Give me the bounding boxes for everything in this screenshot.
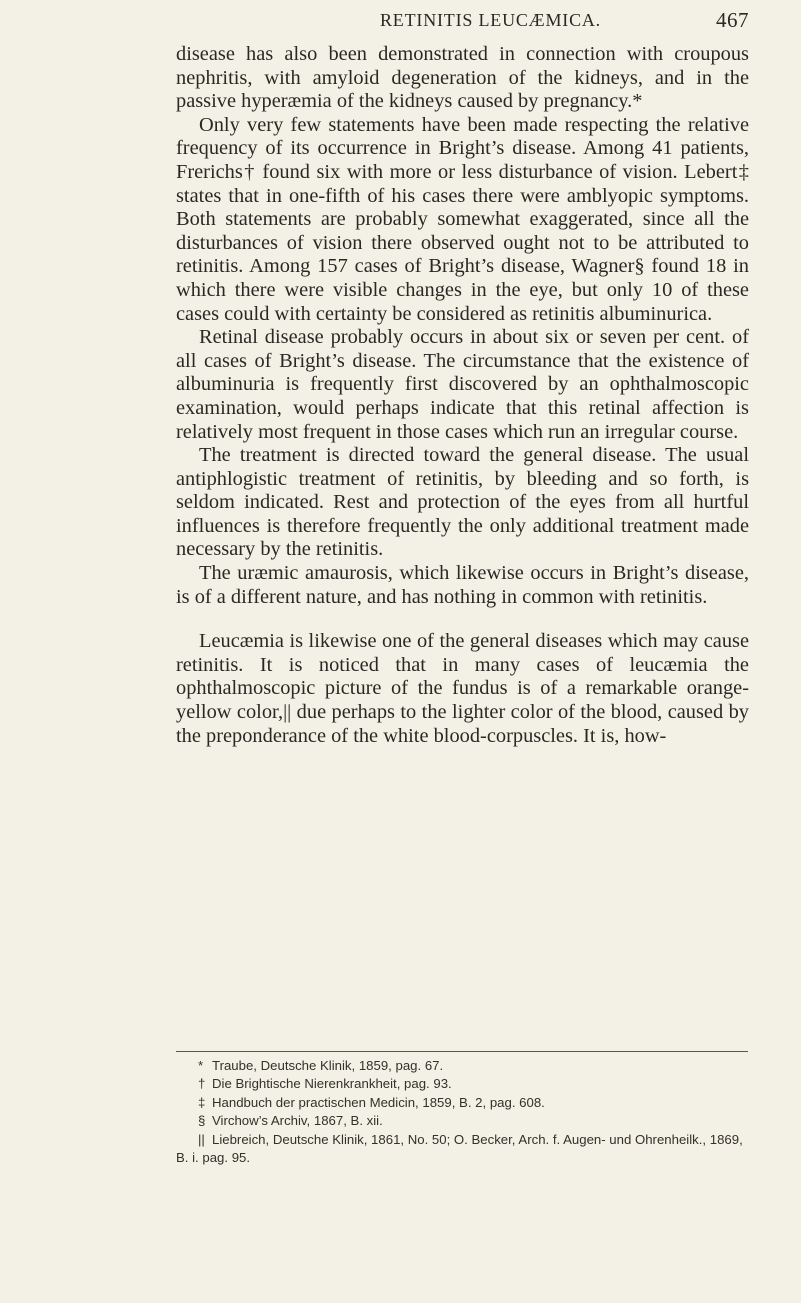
footnote-mark: † bbox=[198, 1076, 206, 1092]
footnote-mark: § bbox=[198, 1113, 206, 1129]
paragraph-uraemic-amaurosis: The uræmic amaurosis, which likewise occurs in Bright’s disease, is of a different nature, and has nothing in common with retinitis. bbox=[176, 562, 749, 608]
paragraph-treatment: The treatment is directed toward the general disease. The usual antiphlogistic treatment of retinitis, by bleeding and so forth, is seldom indicated. Rest and protection of the eyes from all hurtful influences is therefore frequently the only additional treatment made necessary by the retinitis. bbox=[176, 444, 749, 561]
footnote-mark: ‡ bbox=[198, 1094, 206, 1110]
page-number: 467 bbox=[716, 8, 749, 32]
footnote bbox=[176, 1094, 749, 1112]
body-text bbox=[176, 43, 749, 748]
running-head-title: RETINITIS LEUCÆMICA. bbox=[380, 10, 601, 30]
footnote bbox=[176, 1112, 749, 1130]
footnotes bbox=[176, 1057, 749, 1167]
footnote-text: Liebreich, Deutsche Klinik, 1861, No. 50; O. Becker, Arch. f. Augen- und Ohrenheilk., 1869, B. i. pag. 95. bbox=[176, 1131, 743, 1166]
footnote bbox=[176, 1131, 749, 1168]
footnote-rule bbox=[176, 1051, 748, 1052]
paragraph-retinal-disease: Retinal disease probably occurs in about six or seven per cent. of all cases of Bright’s disease. The circumstance that the existence of albuminuria is frequently first discovered by an ophthalmoscopic examination, would perhaps indicate that this retinal affection is relatively most frequent in those cases which run an irregular course. bbox=[176, 326, 749, 443]
footnote bbox=[176, 1057, 749, 1075]
paragraph-frequency: Only very few statements have been made respecting the relative frequency of its occurrence in Bright’s disease. Among 41 patients, Frerichs† found six with more or less disturbance of vision. Lebert‡ states that in one-fifth of his cases there were amblyopic symptoms. Both statements are probably somewhat exaggerated, since all the disturbances of vision there observed ought not to be attributed to retinitis. Among 157 cases of Bright’s disease, Wagner§ found 18 in which there were visible changes in the eye, but only 10 of these cases could with certainty be considered as retinitis albuminurica. bbox=[176, 113, 749, 325]
footnote-text: Virchow’s Archiv, 1867, B. xii. bbox=[212, 1113, 383, 1129]
footnote-mark: || bbox=[198, 1131, 205, 1147]
footnote-mark: * bbox=[198, 1058, 204, 1073]
footnote-text: Die Brightische Nierenkrankheit, pag. 93. bbox=[212, 1076, 452, 1092]
running-head bbox=[0, 8, 801, 32]
paragraph-leucaemia: Leucæmia is likewise one of the general diseases which may cause retinitis. It is noticed that in many cases of leucæmia the ophthalmoscopic picture of the fundus is of a remarkable orange-yellow color,|| due perhaps to the lighter color of the blood, caused by the preponderance of the white blood-corpuscles. It is, how- bbox=[176, 630, 749, 747]
footnote bbox=[176, 1075, 749, 1093]
footnote-text: Handbuch der practischen Medicin, 1859, B. 2, pag. 608. bbox=[212, 1094, 545, 1110]
paragraph-continuation: disease has also been demonstrated in connection with croupous nephritis, with amyloid degeneration of the kidneys, and in the passive hyperæmia of the kidneys caused by pregnancy.* bbox=[176, 43, 749, 113]
footnote-text: Traube, Deutsche Klinik, 1859, pag. 67. bbox=[212, 1058, 444, 1073]
